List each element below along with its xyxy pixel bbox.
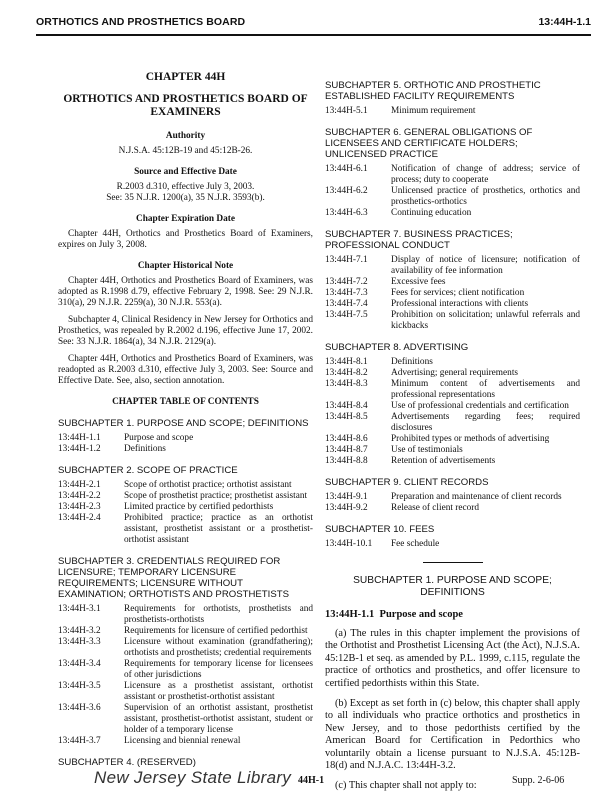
toc-entry <box>325 299 580 310</box>
expiration-text: Chapter 44H, Orthotics and Prosthetics Board of Examiners, expires on July 3, 2008. <box>58 229 313 250</box>
toc-entry-title: Advertisements regarding fees; required disclosures <box>391 412 580 433</box>
page-number: 44H-1 <box>298 775 325 786</box>
toc-entry <box>58 703 313 736</box>
authority-text: N.J.S.A. 45:12B-19 and 45:12B-26. <box>118 146 253 156</box>
toc-entry-number: 13:44H-8.4 <box>325 401 368 411</box>
supplement-date: Supp. 2-6-06 <box>512 775 565 786</box>
toc-entry-title: Retention of advertisements <box>391 456 496 466</box>
toc-entry <box>58 444 313 455</box>
subchapter-6-list <box>325 164 580 219</box>
toc-entry-number: 13:44H-7.1 <box>325 255 368 265</box>
toc-entry-title: Supervision of an orthotist assistant, prosthetist assistant, prosthetist-orthotist assistant, student or holder of a temporary license <box>124 703 313 735</box>
toc-entry <box>58 513 313 546</box>
source-line-1: R.2003 d.310, effective July 3, 2003. <box>116 182 255 192</box>
toc-entry <box>325 288 580 299</box>
toc-entry-title: Advertising; general requirements <box>391 368 519 378</box>
toc-entry-number: 13:44H-1.1 <box>58 433 101 443</box>
toc-entry-title: Limited practice by certified pedorthists <box>124 502 274 512</box>
subchapter-6-heading: SUBCHAPTER 6. GENERAL OBLIGATIONS OF LICENSEES AND CERTIFICATE HOLDERS; UNLICENSED PRACTICE <box>325 127 533 160</box>
subchapter-10-list <box>325 539 580 550</box>
chapter-number: CHAPTER 44H <box>145 71 226 83</box>
paragraph-b: (b) Except as set forth in (c) below, this chapter shall apply to all individuals who practice orthotics and prosthetics in New Jersey, and to those pedorthists certified by the American Board for Certification in Pedorthics who voluntarily obtain a license pursuant to N.J.S.A. 45:12B-18(d) and N.J.A.C. 13:44H-3.2. <box>325 698 580 772</box>
toc-entry-title: Definitions <box>124 444 166 454</box>
toc-entry-title: Prohibited practice; practice as an orthotist assistant, prosthetist assistant or a prosthetist-orthotist assistant <box>124 513 313 545</box>
section-heading <box>325 609 580 620</box>
subchapter-3-list <box>58 604 313 747</box>
toc-entry-number: 13:44H-3.4 <box>58 659 101 669</box>
toc-entry-number: 13:44H-7.3 <box>325 288 368 298</box>
subchapter-3-heading: SUBCHAPTER 3. CREDENTIALS REQUIRED FOR LICENSURE; TEMPORARY LICENSURE REQUIREMENTS; LICENSURE WITHOUT EXAMINATION; ORTHOTISTS AND PROSTHETISTS <box>58 556 289 600</box>
toc-entry <box>58 491 313 502</box>
toc-entry-number: 13:44H-3.3 <box>58 637 101 647</box>
toc-entry-number: 13:44H-3.1 <box>58 604 101 614</box>
toc-entry <box>325 492 580 503</box>
subchapter-1-list <box>58 433 313 455</box>
running-header <box>36 14 591 36</box>
toc-entry-number: 13:44H-6.3 <box>325 208 368 218</box>
toc-entry-title: Prohibited types or methods of advertising <box>391 434 550 444</box>
history-note-3: Chapter 44H, Orthotics and Prosthetics Board of Examiners, was readopted as R.2003 d.310, effective July 3, 2003. See: Source and Effective Date. See, also, section annotation. <box>58 354 313 386</box>
history-note-2: Subchapter 4, Clinical Residency in New Jersey for Orthotics and Prosthetics, was repealed by R.2002 d.196, effective June 17, 2002. See: 33 N.J.R. 1864(a), 34 N.J.R. 2129(a). <box>58 315 313 347</box>
toc-entry <box>325 277 580 288</box>
toc-entry-number: 13:44H-3.6 <box>58 703 101 713</box>
subchapter-2-heading: SUBCHAPTER 2. SCOPE OF PRACTICE <box>58 465 238 476</box>
toc-entry-number: 13:44H-8.5 <box>325 412 368 422</box>
toc-entry-title: Notification of change of address; service of process; duty to cooperate <box>391 164 580 185</box>
toc-entry-title: Professional interactions with clients <box>391 299 529 309</box>
toc-entry <box>325 106 580 117</box>
toc-entry-number: 13:44H-2.1 <box>58 480 101 490</box>
toc-entry-title: Use of testimonials <box>391 445 463 455</box>
toc-entry <box>58 604 313 626</box>
toc-entry <box>325 434 580 445</box>
expiration-heading: Chapter Expiration Date <box>136 214 235 224</box>
history-note-1: Chapter 44H, Orthotics and Prosthetics Board of Examiners, was adopted as R.1998 d.79, effective February 2, 1998. See: 29 N.J.R. 310(a), 29 N.J.R. 2259(a), 30 N.J.R. 553(a). <box>58 276 313 308</box>
subchapter-4-heading: SUBCHAPTER 4. (RESERVED) <box>58 757 196 768</box>
toc-entry-number: 13:44H-9.1 <box>325 492 368 502</box>
toc-entry <box>325 164 580 186</box>
toc-entry <box>325 445 580 456</box>
toc-entry-number: 13:44H-8.3 <box>325 379 368 389</box>
toc-entry <box>325 379 580 401</box>
subchapter-2-list <box>58 480 313 546</box>
toc-entry <box>58 433 313 444</box>
subchapter-5-heading: SUBCHAPTER 5. ORTHOTIC AND PROSTHETIC ESTABLISHED FACILITY REQUIREMENTS <box>325 80 541 102</box>
toc-entry-title: Use of professional credentials and certification <box>391 401 569 411</box>
toc-entry-number: 13:44H-2.4 <box>58 513 101 523</box>
toc-heading: CHAPTER TABLE OF CONTENTS <box>112 397 259 407</box>
paragraph-c: (c) This chapter shall not apply to: <box>335 780 477 792</box>
toc-entry <box>325 186 580 208</box>
toc-entry-title: Licensure as a prosthetist assistant, orthotist assistant or prosthetist-orthotist assistant <box>124 681 313 702</box>
toc-entry-number: 13:44H-8.8 <box>325 456 368 466</box>
toc-entry <box>58 681 313 703</box>
toc-entry-number: 13:44H-3.2 <box>58 626 101 636</box>
toc-entry-number: 13:44H-3.7 <box>58 736 101 746</box>
toc-entry-number: 13:44H-7.5 <box>325 310 368 320</box>
authority-heading: Authority <box>165 131 206 141</box>
toc-entry <box>58 480 313 491</box>
toc-entry-title: Continuing education <box>391 208 472 218</box>
toc-entry-number: 13:44H-3.5 <box>58 681 101 691</box>
subchapter-9-list <box>325 492 580 514</box>
toc-entry-number: 13:44H-8.7 <box>325 445 368 455</box>
left-column <box>58 72 313 768</box>
subchapter-7-list <box>325 255 580 332</box>
toc-entry-number: 13:44H-7.2 <box>325 277 368 287</box>
toc-entry-title: Requirements for temporary license for licensees of other jurisdictions <box>124 659 313 680</box>
toc-entry-title: Minimum content of advertisements and professional representations <box>391 379 580 400</box>
toc-entry-number: 13:44H-8.2 <box>325 368 368 378</box>
toc-entry <box>325 503 580 514</box>
subchapter-1-heading: SUBCHAPTER 1. PURPOSE AND SCOPE; DEFINITIONS <box>58 418 309 429</box>
toc-entry <box>58 736 313 747</box>
toc-entry-title: Licensure without examination (grandfathering); orthotists and prosthetists; credential requirements <box>124 637 313 658</box>
toc-entry-number: 13:44H-2.2 <box>58 491 101 501</box>
toc-entry <box>325 456 580 467</box>
body-subchapter-heading: SUBCHAPTER 1. PURPOSE AND SCOPE; DEFINITIONS <box>353 575 552 598</box>
toc-entry-title: Purpose and scope <box>124 433 194 443</box>
toc-entry-title: Release of client record <box>391 503 480 513</box>
toc-entry-number: 13:44H-5.1 <box>325 106 368 116</box>
toc-entry-number: 13:44H-8.6 <box>325 434 368 444</box>
toc-entry <box>58 626 313 637</box>
source-heading: Source and Effective Date <box>134 167 237 177</box>
toc-entry <box>325 255 580 277</box>
toc-entry-title: Licensing and biennial renewal <box>124 736 241 746</box>
subchapter-8-heading: SUBCHAPTER 8. ADVERTISING <box>325 342 469 353</box>
subchapter-7-heading: SUBCHAPTER 7. BUSINESS PRACTICES; PROFESSIONAL CONDUCT <box>325 229 513 251</box>
toc-entry <box>58 502 313 513</box>
toc-entry-title: Display of notice of licensure; notification of availability of fee information <box>391 255 580 276</box>
toc-entry-title: Excessive fees <box>391 277 446 287</box>
toc-entry-number: 13:44H-8.1 <box>325 357 368 367</box>
toc-entry-number: 13:44H-6.2 <box>325 186 368 196</box>
toc-entry-number: 13:44H-10.1 <box>325 539 373 549</box>
toc-entry-title: Fees for services; client notification <box>391 288 525 298</box>
toc-entry-title: Unlicensed practice of prosthetics, orthotics and prosthetics-orthotics <box>391 186 580 207</box>
toc-entry <box>58 637 313 659</box>
source-line-2: See: 35 N.J.R. 1200(a), 35 N.J.R. 3593(b). <box>106 193 265 203</box>
subchapter-8-list <box>325 357 580 467</box>
toc-entry-title: Preparation and maintenance of client records <box>391 492 562 502</box>
toc-entry <box>325 539 580 550</box>
chapter-title: ORTHOTICS AND PROSTHETICS BOARD OF EXAMINERS <box>63 93 308 118</box>
toc-entry-title: Fee schedule <box>391 539 440 549</box>
header-title: ORTHOTICS AND PROSTHETICS BOARD <box>36 16 246 28</box>
header-section: 13:44H-1.1 <box>538 16 591 28</box>
section-number: 13:44H-1.1 <box>325 609 375 620</box>
toc-entry <box>58 659 313 681</box>
toc-entry-number: 13:44H-9.2 <box>325 503 368 513</box>
subchapter-9-heading: SUBCHAPTER 9. CLIENT RECORDS <box>325 477 489 488</box>
paragraph-a: (a) The rules in this chapter implement the provisions of the Orthotist and Prosthetist Licensing Act (the Act), N.J.S.A. 45:12B-1 et seq. as amended by P.L. 1999, c.115, regulate the practice of orthotics and prosthetics, and offer licensure to certified pedorthists within this State. <box>325 628 580 689</box>
toc-entry-title: Requirements for orthotists, prosthetists and prosthetists-orthotists <box>124 604 313 625</box>
toc-entry-number: 13:44H-1.2 <box>58 444 101 454</box>
toc-entry <box>325 208 580 219</box>
toc-entry-number: 13:44H-7.4 <box>325 299 368 309</box>
toc-entry-title: Definitions <box>391 357 433 367</box>
subchapter-5-list <box>325 106 580 117</box>
toc-entry <box>325 368 580 379</box>
subchapter-10-heading: SUBCHAPTER 10. FEES <box>325 524 435 535</box>
toc-entry <box>325 310 580 332</box>
toc-entry <box>325 357 580 368</box>
library-watermark: New Jersey State Library <box>94 768 292 787</box>
toc-entry-number: 13:44H-6.1 <box>325 164 368 174</box>
section-title: Purpose and scope <box>379 609 463 620</box>
right-column <box>325 80 580 793</box>
history-heading: Chapter Historical Note <box>137 261 234 271</box>
toc-entry-title: Requirements for licensure of certified pedorthist <box>124 626 308 636</box>
toc-entry-title: Prohibition on solicitation; unlawful referrals and kickbacks <box>391 310 580 331</box>
toc-entry-title: Scope of orthotist practice; orthotist assistant <box>124 480 292 490</box>
toc-entry <box>325 401 580 412</box>
toc-entry-title: Minimum requirement <box>391 106 476 116</box>
toc-entry <box>325 412 580 434</box>
toc-entry-number: 13:44H-2.3 <box>58 502 101 512</box>
toc-entry-title: Scope of prosthetist practice; prosthetist assistant <box>124 491 308 501</box>
